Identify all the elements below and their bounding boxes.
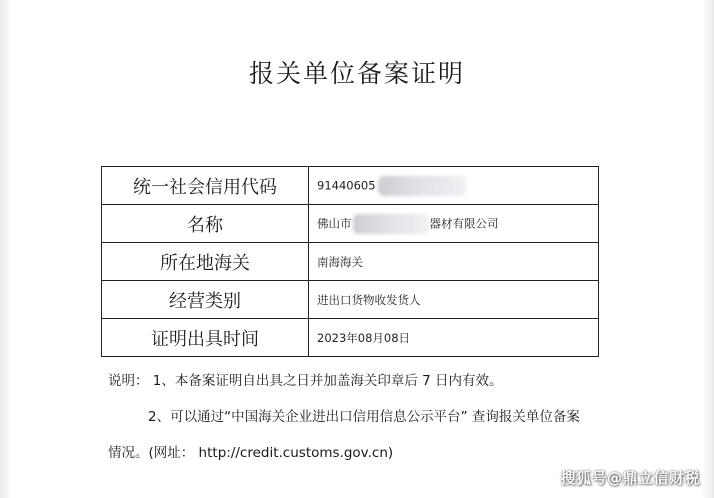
row-label-business-type: 经营类别 (102, 281, 309, 319)
table-row (102, 281, 599, 319)
redacted-blur (353, 214, 429, 234)
company-name-start: 佛山市 (317, 216, 352, 230)
watermark: 搜狐号@鼎立信财税 (560, 469, 700, 487)
table-row (102, 243, 599, 281)
row-value-name (309, 205, 599, 243)
row-value-customs: 南海海关 (309, 243, 599, 281)
credit-code-visible: 91440605 (317, 178, 376, 192)
table-row (102, 319, 599, 357)
note-line-2: 2、可以通过“中国海关企业进出口信用信息公示平台” 查询报关单位备案 (148, 409, 580, 425)
row-value-credit-code (309, 167, 599, 205)
company-name-end: 器材有限公司 (429, 216, 499, 230)
record-table (101, 166, 599, 357)
row-label-credit-code: 统一社会信用代码 (102, 167, 309, 205)
note-line-1: 说明： 1、本备案证明自出具之日并加盖海关印章后 7 日内有效。 (108, 373, 503, 389)
redacted-blur (378, 176, 466, 196)
row-label-name: 名称 (102, 205, 309, 243)
row-label-issue-date: 证明出具时间 (102, 319, 309, 357)
note-line-3: 情况。(网址： http://credit.customs.gov.cn) (108, 445, 394, 461)
document-title: 报关单位备案证明 (248, 59, 465, 88)
table-row (102, 205, 599, 243)
row-label-customs: 所在地海关 (102, 243, 309, 281)
row-value-business-type: 进出口货物收发货人 (309, 281, 599, 319)
row-value-issue-date: 2023年08月08日 (309, 319, 599, 357)
table-row (102, 167, 599, 205)
